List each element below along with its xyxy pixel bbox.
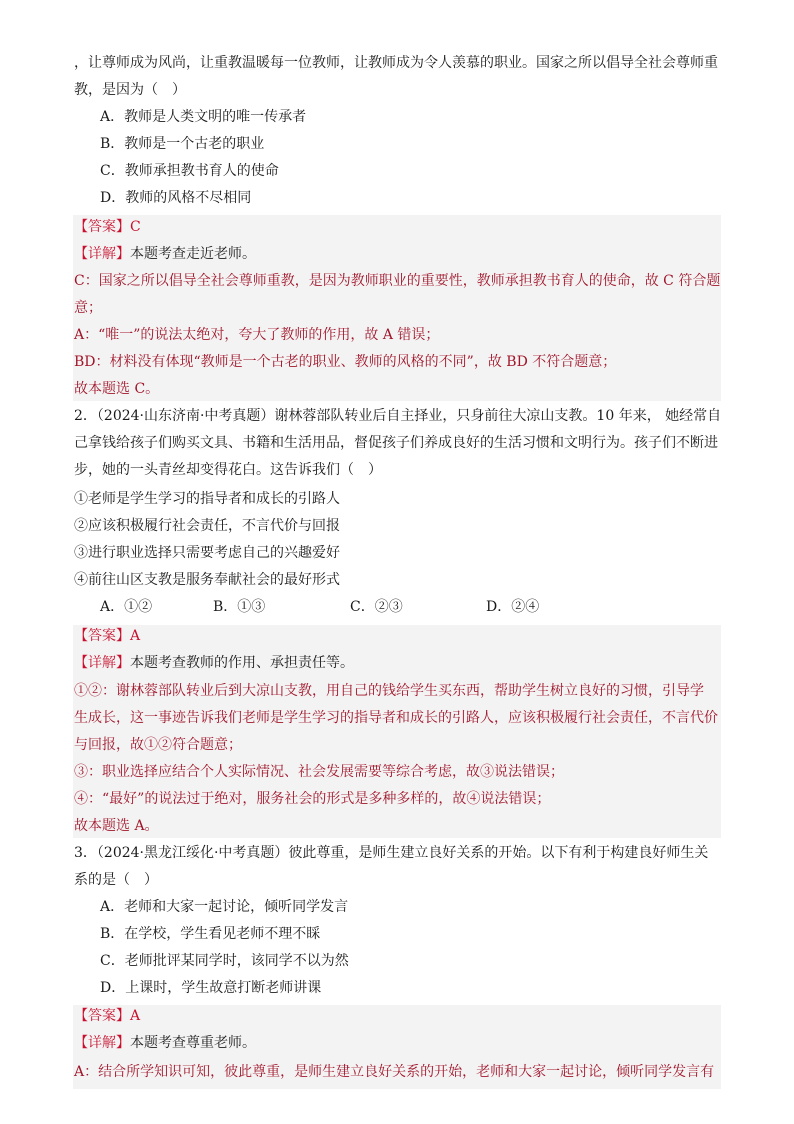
q1-analysis-line-2: 意； [74,300,102,316]
q1-analysis-line-3: A：“唯一”的说法太绝对，夸大了教师的作用，故 A 错误； [74,327,440,343]
q1-detail-intro: 本题考查走近老师。 [130,246,256,262]
q1-detail-label: 【详解】 [74,246,130,262]
q2-choices [100,594,539,620]
q1-detail [74,241,256,267]
q2-stem-line-1: 2．（2024·山东济南·中考真题）谢林蓉部队转业后自主择业，只身前往大凉山支教。10 年来， 她经常自 [74,408,722,424]
q2-analysis-line-2: 生成长，这一事迹告诉我们老师是学生学习的指导者和成长的引路人，应该积极履行社会责任，不言代价 [74,710,718,726]
q1-analysis-line-1: C：国家之所以倡导全社会尊师重教，是因为教师职业的重要性，教师承担教书育人的使命，故 C 符合题 [74,273,721,289]
q2-analysis-line-3: 与回报，故①②符合题意； [74,737,242,753]
q2-choice-c: C．②③ [350,599,403,615]
q1-stem-line-2: 教，是因为（ ） [74,82,186,98]
q1-option-d: D．教师的风格不尽相同 [100,190,252,206]
q3-detail [74,1030,256,1056]
q1-answer: 【答案】C [74,219,141,235]
q2-stem-line-2: 己拿钱给孩子们购买文具、书籍和生活用品，督促孩子们养成良好的生活习惯和文明行为。孩子们不断进 [74,435,718,451]
q3-option-a: A．老师和大家一起讨论，倾听同学发言 [100,899,349,915]
q2-choice-d: D．②④ [486,599,540,615]
q2-statement-4: ④前往山区支教是服务奉献社会的最好形式 [74,572,340,588]
q2-choice-b: B．①③ [213,599,266,615]
q3-detail-intro: 本题考查尊重老师。 [130,1035,256,1051]
q2-detail-label: 【详解】 [74,655,130,671]
q2-statement-2: ②应该积极履行社会责任，不言代价与回报 [74,518,340,534]
q1-option-a: A．教师是人类文明的唯一传承者 [100,109,307,125]
q3-option-b: B．在学校，学生看见老师不理不睬 [100,926,321,942]
q3-stem-line-1: 3．（2024·黑龙江绥化·中考真题）彼此尊重，是师生建立良好关系的开始。以下有利于构建良好师生关 [74,845,709,861]
q3-answer: 【答案】A [74,1008,141,1024]
q1-analysis-line-4: BD：材料没有体现“教师是一个古老的职业、教师的风格的不同”，故 BD 不符合题意； [74,354,617,370]
q2-statement-1: ①老师是学生学习的指导者和成长的引路人 [74,491,340,507]
q3-option-c: C．老师批评某同学时，该同学不以为然 [100,953,349,969]
q2-stem-line-3: 步，她的一头青丝却变得花白。这告诉我们（ ） [74,462,382,478]
q2-analysis-line-6: 故本题选 A。 [74,818,159,834]
q2-analysis-line-4: ③：职业选择应结合个人实际情况、社会发展需要等综合考虑，故③说法错误； [74,764,564,780]
q2-statement-3: ③进行职业选择只需要考虑自己的兴趣爱好 [74,545,340,561]
q2-detail-intro: 本题考查教师的作用、承担责任等。 [130,655,354,671]
q1-stem-line-1: ，让尊师成为风尚，让重教温暖每一位教师，让教师成为令人羡慕的职业。国家之所以倡导全社会尊师重 [74,55,718,71]
q1-analysis-line-5: 故本题选 C。 [74,381,160,397]
q2-detail [74,650,354,676]
q3-option-d: D．上课时，学生故意打断老师讲课 [100,980,322,996]
q2-answer: 【答案】A [74,628,141,644]
q2-choice-a: A．①② [100,599,153,615]
q1-option-c: C．教师承担教书育人的使命 [100,163,279,179]
q3-analysis-line-1: A：结合所学知识可知，彼此尊重，是师生建立良好关系的开始，老师和大家一起讨论，倾听同学发言有 [74,1064,715,1080]
q3-stem-line-2: 系的是（ ） [74,872,158,888]
q2-analysis-line-5: ④：“最好”的说法过于绝对，服务社会的形式是多种多样的，故④说法错误； [74,791,551,807]
q1-option-b: B．教师是一个古老的职业 [100,136,265,152]
q2-analysis-line-1: ①②：谢林蓉部队转业后到大凉山支教，用自己的钱给学生买东西，帮助学生树立良好的习惯，引导学 [74,683,704,699]
q3-detail-label: 【详解】 [74,1035,130,1051]
